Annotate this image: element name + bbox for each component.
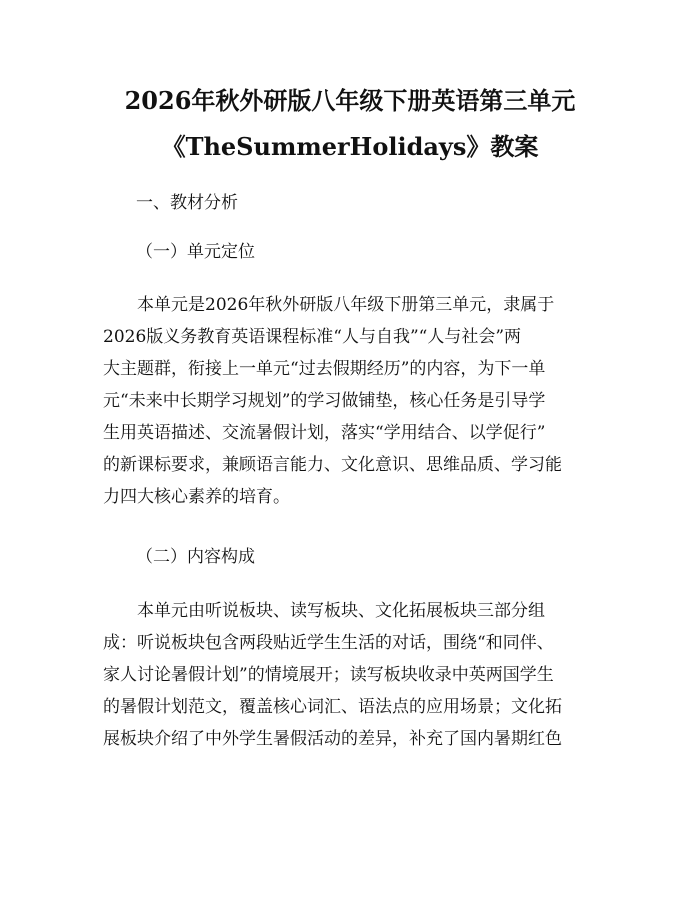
paragraph-line: 家人讨论暑假计划”的情境展开；读写板块收录中英两国学生 [103,665,554,685]
subsection-heading-unit-positioning: （一）单元定位 [136,242,255,262]
subsection-heading-content-structure: （二）内容构成 [136,547,255,567]
document-title-line-1: 2026年秋外研版八年级下册英语第三单元 [124,86,576,115]
paragraph-line: 力四大核心素养的培育。 [103,487,290,507]
paragraph-content-structure [103,595,603,755]
paragraph-line: 成：听说板块包含两段贴近学生生活的对话，围绕“和同伴、 [103,633,554,653]
paragraph-unit-positioning [103,289,603,513]
paragraph-line: 2026版义务教育英语课程标准“人与自我”“人与社会”两 [103,327,522,347]
document-title-line-2: 《TheSummerHolidays》教案 [161,132,539,161]
section-heading-textbook-analysis: 一、教材分析 [136,193,238,213]
paragraph-line: 展板块介绍了中外学生暑假活动的差异，补充了国内暑期红色 [103,729,562,749]
paragraph-line: 生用英语描述、交流暑假计划，落实“学用结合、以学促行” [103,423,546,443]
paragraph-line: 的暑假计划范文，覆盖核心词汇、语法点的应用场景；文化拓 [103,697,562,717]
paragraph-line: 大主题群，衔接上一单元“过去假期经历”的内容，为下一单 [103,359,546,379]
paragraph-line: 本单元由听说板块、读写板块、文化拓展板块三部分组 [103,601,545,621]
paragraph-line: 的新课标要求，兼顾语言能力、文化意识、思维品质、学习能 [103,455,562,475]
paragraph-line: 本单元是2026年秋外研版八年级下册第三单元，隶属于 [103,295,555,315]
paragraph-line: 元“未来中长期学习规划”的学习做铺垫，核心任务是引导学 [103,391,546,411]
